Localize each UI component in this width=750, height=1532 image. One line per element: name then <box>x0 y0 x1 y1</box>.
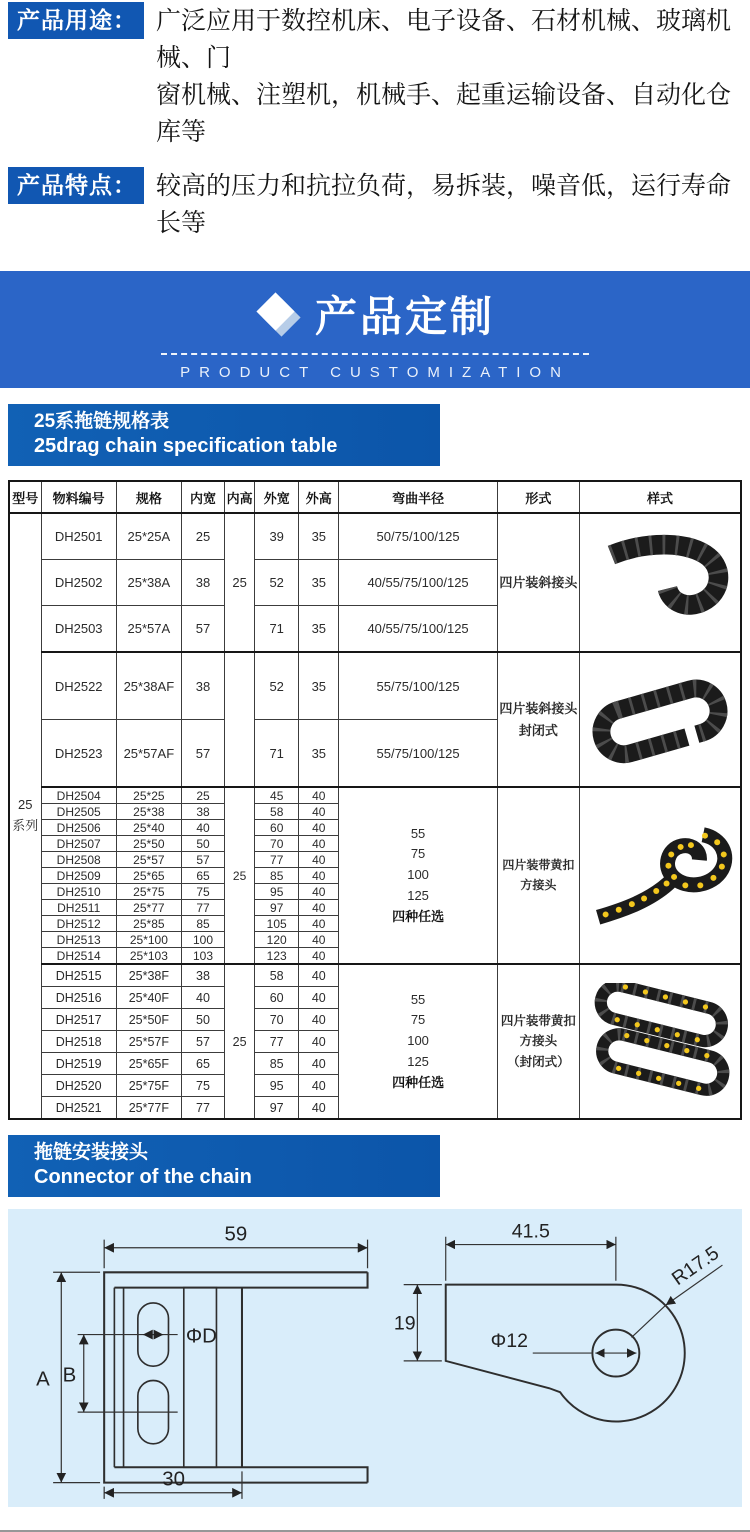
banner-subtitle: PRODUCT CUSTOMIZATION <box>180 364 570 381</box>
inner-width-cell: 25 <box>181 513 224 560</box>
inner-height-cell: 25 <box>225 513 255 652</box>
outer-width-cell: 70 <box>255 1009 299 1031</box>
outer-height-cell: 40 <box>299 1009 339 1031</box>
feature-text <box>156 167 746 242</box>
inner-width-cell: 57 <box>181 1031 224 1053</box>
inner-height-cell <box>225 652 255 787</box>
spec-cell: 25*50 <box>116 836 181 852</box>
outer-width-cell: 95 <box>255 1075 299 1097</box>
bend-radius-cell: 50/75/100/125 <box>339 513 497 560</box>
outer-height-cell: 40 <box>299 964 339 987</box>
product-customization-banner <box>0 271 750 388</box>
outer-width-cell: 58 <box>255 804 299 820</box>
inner-width-cell: 75 <box>181 1075 224 1097</box>
feature-tag: 产品特点： <box>8 167 144 204</box>
drag-chain-open-photo <box>585 527 735 639</box>
connector-section-title-cn: 拖链安装接头 <box>34 1142 149 1163</box>
model-code-cell: DH2504 <box>41 787 116 804</box>
diamond-icon <box>255 291 301 337</box>
outer-height-cell: 40 <box>299 1053 339 1075</box>
outer-width-cell: 60 <box>255 820 299 836</box>
inner-width-cell: 38 <box>181 964 224 987</box>
connector-section-header <box>8 1135 440 1197</box>
spec-cell: 25*75F <box>116 1075 181 1097</box>
spec-cell: 25*57F <box>116 1031 181 1053</box>
usage-tag: 产品用途： <box>8 2 144 39</box>
outer-height-cell: 35 <box>299 560 339 606</box>
inner-width-cell: 75 <box>181 884 224 900</box>
outer-width-cell: 120 <box>255 932 299 948</box>
model-code-cell: DH2517 <box>41 1009 116 1031</box>
spec-cell: 25*50F <box>116 1009 181 1031</box>
bend-radius-cell: 55 75 100 125 四种任选 <box>339 964 497 1119</box>
connector-drawings-panel <box>8 1209 742 1507</box>
inner-width-cell: 57 <box>181 606 224 653</box>
model-code-cell: DH2513 <box>41 932 116 948</box>
outer-width-cell: 105 <box>255 916 299 932</box>
outer-height-cell: 40 <box>299 852 339 868</box>
bend-radius-cell: 55/75/100/125 <box>339 720 497 788</box>
inner-width-cell: 65 <box>181 868 224 884</box>
outer-width-cell: 77 <box>255 1031 299 1053</box>
style-image-cell <box>580 964 742 1119</box>
outer-height-cell: 35 <box>299 513 339 560</box>
inner-width-cell: 40 <box>181 987 224 1009</box>
spec-section-title-cn: 25系拖链规格表 <box>34 411 170 432</box>
feature-text-line1: 较高的压力和抗拉负荷，易拆装，噪音低，运行寿命长等 <box>156 172 732 237</box>
model-code-cell: DH2516 <box>41 987 116 1009</box>
inner-width-cell: 103 <box>181 948 224 965</box>
table-row <box>9 787 741 804</box>
model-code-cell: DH2507 <box>41 836 116 852</box>
col-header-inner-height: 内高 <box>225 481 255 513</box>
bend-radius-cell: 40/55/75/100/125 <box>339 560 497 606</box>
drag-chain-double-closed-photo <box>585 983 735 1101</box>
inner-width-cell: 50 <box>181 836 224 852</box>
inner-height-cell: 25 <box>225 964 255 1119</box>
spec-cell: 25*57AF <box>116 720 181 788</box>
model-code-cell: DH2510 <box>41 884 116 900</box>
inner-width-cell: 65 <box>181 1053 224 1075</box>
model-code-cell: DH2502 <box>41 560 116 606</box>
col-header-spec: 规格 <box>116 481 181 513</box>
spec-section-header <box>8 404 440 466</box>
inner-width-cell: 57 <box>181 852 224 868</box>
inner-width-cell: 38 <box>181 804 224 820</box>
outer-height-cell: 40 <box>299 900 339 916</box>
model-code-cell: DH2503 <box>41 606 116 653</box>
spec-cell: 25*65 <box>116 868 181 884</box>
model-code-cell: DH2520 <box>41 1075 116 1097</box>
spec-cell: 25*57A <box>116 606 181 653</box>
table-row <box>9 652 741 720</box>
model-code-cell: DH2521 <box>41 1097 116 1120</box>
model-code-cell: DH2501 <box>41 513 116 560</box>
outer-height-cell: 40 <box>299 916 339 932</box>
model-code-cell: DH2506 <box>41 820 116 836</box>
banner-title: 产品定制 <box>314 293 495 340</box>
model-code-cell: DH2509 <box>41 868 116 884</box>
model-code-cell: DH2505 <box>41 804 116 820</box>
inner-width-cell: 85 <box>181 916 224 932</box>
style-image-cell <box>580 787 742 964</box>
col-header-bend-radius: 弯曲半径 <box>339 481 497 513</box>
outer-width-cell: 71 <box>255 606 299 653</box>
model-code-cell: DH2512 <box>41 916 116 932</box>
bend-radius-cell: 55 75 100 125 四种任选 <box>339 787 497 964</box>
form-cell: 四片装斜接头 <box>497 513 579 652</box>
usage-text-line1: 广泛应用于数控机床、电子设备、石材机械、玻璃机械、门 <box>156 7 732 72</box>
outer-width-cell: 52 <box>255 560 299 606</box>
spec-cell: 25*38F <box>116 964 181 987</box>
dim-label-B: B <box>62 1364 77 1387</box>
outer-width-cell: 123 <box>255 948 299 965</box>
hole-label-phiD: ΦD <box>185 1325 217 1348</box>
outer-width-cell: 60 <box>255 987 299 1009</box>
outer-height-cell: 40 <box>299 868 339 884</box>
spec-cell: 25*40 <box>116 820 181 836</box>
bracket-drawing <box>8 1209 380 1503</box>
form-cell: 四片装带黄扣 方接头 （封闭式） <box>497 964 579 1119</box>
model-code-cell: DH2514 <box>41 948 116 965</box>
col-header-model: 型号 <box>9 481 41 513</box>
outer-height-cell: 40 <box>299 804 339 820</box>
spec-cell: 25*38A <box>116 560 181 606</box>
spec-cell: 25*100 <box>116 932 181 948</box>
outer-width-cell: 85 <box>255 1053 299 1075</box>
outer-width-cell: 85 <box>255 868 299 884</box>
outer-height-cell: 35 <box>299 606 339 653</box>
spec-table-body <box>9 513 741 1119</box>
spec-section-title-en: 25drag chain specification table <box>34 435 338 457</box>
usage-text-line2: 窗机械、注塑机，机械手、起重运输设备、自动化仓库等 <box>156 81 732 146</box>
series-cell: 25 系列 <box>9 513 41 1119</box>
col-header-outer-height: 外高 <box>299 481 339 513</box>
outer-height-cell: 40 <box>299 1075 339 1097</box>
col-header-style: 样式 <box>580 481 742 513</box>
spec-cell: 25*57 <box>116 852 181 868</box>
dim-label-19: 19 <box>393 1312 416 1335</box>
inner-width-cell: 40 <box>181 820 224 836</box>
outer-width-cell: 77 <box>255 852 299 868</box>
col-header-inner-width: 内宽 <box>181 481 224 513</box>
drag-chain-yellow-dots-photo <box>585 814 735 938</box>
dashed-divider <box>161 353 589 355</box>
model-code-cell: DH2515 <box>41 964 116 987</box>
model-code-cell: DH2508 <box>41 852 116 868</box>
product-usage-row <box>8 2 746 151</box>
outer-width-cell: 95 <box>255 884 299 900</box>
outer-height-cell: 40 <box>299 836 339 852</box>
model-code-cell: DH2519 <box>41 1053 116 1075</box>
intro-section <box>0 0 750 242</box>
spec-cell: 25*38 <box>116 804 181 820</box>
inner-width-cell: 100 <box>181 932 224 948</box>
inner-width-cell: 57 <box>181 720 224 788</box>
col-header-outer-width: 外宽 <box>255 481 299 513</box>
drag-chain-closed-loop-photo <box>585 663 735 776</box>
spec-cell: 25*103 <box>116 948 181 965</box>
spec-cell: 25*77 <box>116 900 181 916</box>
outer-height-cell: 35 <box>299 720 339 788</box>
outer-width-cell: 70 <box>255 836 299 852</box>
usage-text <box>156 2 746 151</box>
outer-height-cell: 40 <box>299 932 339 948</box>
spec-cell: 25*40F <box>116 987 181 1009</box>
spec-table <box>8 480 742 1120</box>
outer-height-cell: 40 <box>299 884 339 900</box>
model-code-cell: DH2523 <box>41 720 116 788</box>
dim-label-30: 30 <box>162 1468 185 1491</box>
spec-cell: 25*38AF <box>116 652 181 720</box>
outer-width-cell: 97 <box>255 1097 299 1120</box>
outer-height-cell: 40 <box>299 987 339 1009</box>
model-code-cell: DH2511 <box>41 900 116 916</box>
inner-width-cell: 38 <box>181 560 224 606</box>
spec-cell: 25*25 <box>116 787 181 804</box>
table-header-row <box>9 481 741 513</box>
link-drawing <box>390 1209 742 1503</box>
table-row <box>9 513 741 560</box>
radius-label-R17-5: R17.5 <box>667 1242 724 1290</box>
style-image-cell <box>580 652 742 787</box>
col-header-material-code: 物料编号 <box>41 481 116 513</box>
model-code-cell: DH2522 <box>41 652 116 720</box>
bend-radius-cell: 55/75/100/125 <box>339 652 497 720</box>
spec-cell: 25*77F <box>116 1097 181 1120</box>
dim-label-41-5: 41.5 <box>511 1220 550 1243</box>
outer-width-cell: 39 <box>255 513 299 560</box>
inner-width-cell: 38 <box>181 652 224 720</box>
spec-cell: 25*85 <box>116 916 181 932</box>
dim-label-59: 59 <box>224 1223 248 1246</box>
inner-width-cell: 77 <box>181 900 224 916</box>
style-image-cell <box>580 513 742 652</box>
inner-width-cell: 77 <box>181 1097 224 1120</box>
inner-width-cell: 25 <box>181 787 224 804</box>
bend-radius-cell: 40/55/75/100/125 <box>339 606 497 653</box>
spec-cell: 25*75 <box>116 884 181 900</box>
connector-section-title-en: Connector of the chain <box>34 1166 252 1188</box>
outer-height-cell: 40 <box>299 1097 339 1120</box>
outer-width-cell: 45 <box>255 787 299 804</box>
inner-height-cell: 25 <box>225 787 255 964</box>
inner-width-cell: 50 <box>181 1009 224 1031</box>
dim-label-A: A <box>36 1368 50 1391</box>
form-cell: 四片装带黄扣 方接头 <box>497 787 579 964</box>
outer-height-cell: 40 <box>299 1031 339 1053</box>
outer-height-cell: 40 <box>299 820 339 836</box>
outer-width-cell: 71 <box>255 720 299 788</box>
outer-width-cell: 58 <box>255 964 299 987</box>
form-cell: 四片装斜接头 封闭式 <box>497 652 579 787</box>
outer-height-cell: 40 <box>299 787 339 804</box>
model-code-cell: DH2518 <box>41 1031 116 1053</box>
product-feature-row <box>8 167 746 242</box>
outer-width-cell: 52 <box>255 652 299 720</box>
col-header-form: 形式 <box>497 481 579 513</box>
table-row <box>9 964 741 987</box>
hole-label-phi12: Φ12 <box>490 1330 528 1353</box>
outer-height-cell: 35 <box>299 652 339 720</box>
spec-cell: 25*25A <box>116 513 181 560</box>
outer-width-cell: 97 <box>255 900 299 916</box>
spec-cell: 25*65F <box>116 1053 181 1075</box>
outer-height-cell: 40 <box>299 948 339 965</box>
